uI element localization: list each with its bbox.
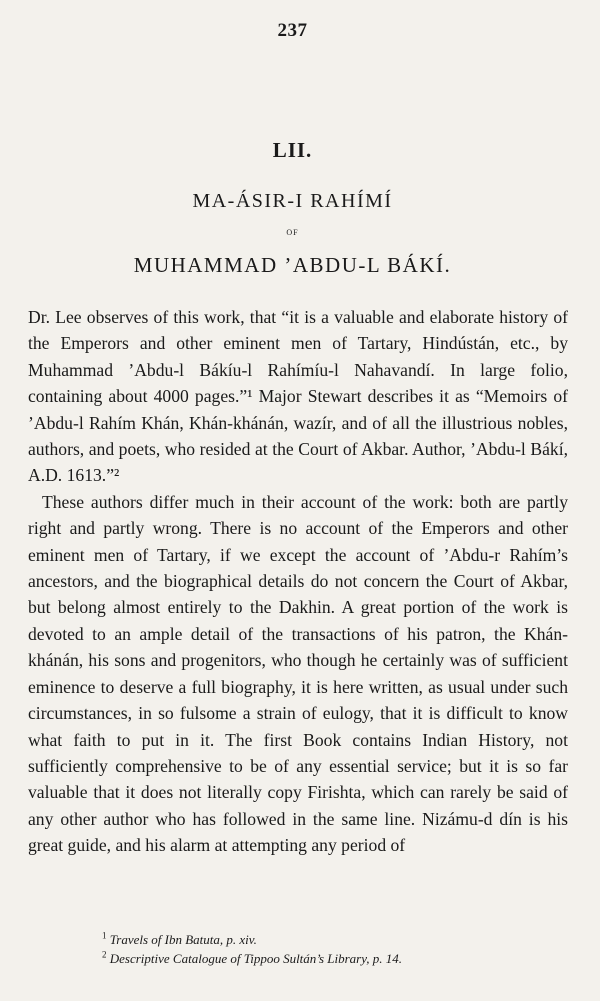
author-title: MUHAMMAD ʼABDU-L BÁKÍ. bbox=[133, 253, 452, 277]
footnote bbox=[102, 930, 572, 949]
footnote-text: Descriptive Catalogue of Tippoo Sultán’s Library, p. 14. bbox=[109, 951, 403, 966]
footnote-marker: 1 bbox=[102, 930, 107, 941]
title-connector: OF bbox=[286, 228, 299, 237]
chapter-number: LII. bbox=[272, 138, 313, 162]
work-title: MA-ÁSIR-I RAHÍMÍ bbox=[192, 190, 393, 212]
page-number: 237 bbox=[277, 20, 308, 41]
footnote-marker: 2 bbox=[102, 949, 107, 960]
footnotes bbox=[102, 930, 572, 968]
footnote bbox=[102, 949, 572, 968]
footnote-text: Travels of Ibn Batuta, p. xiv. bbox=[109, 932, 257, 947]
main-text bbox=[28, 304, 568, 859]
paragraph: Dr. Lee observes of this work, that “it is a valuable and elaborate history of the Emperors and other eminent men of Tartary, Hindústán, etc., by Muhammad ʼAbdu-l Bákíu-l Rahímíu-l Nahavandí. In large folio, containing about 4000 pages.”¹ Major Stewart describes it as “Memoirs of ʼAbdu-l Rahím Khán, Khán-khánán, wazír, and of all the illustrious nobles, authors, and poets, who resided at the Court of Akbar. Author, ʼAbdu-l Bákí, A.D. 1613.”² bbox=[28, 307, 568, 486]
paragraph: These authors differ much in their account of the work: both are partly right and partly wrong. There is no account of the Emperors and other eminent men of Tartary, if we except the account of ʼAbdu-r Rahím’s ancestors, and the biographical details do not concern the Court of Akbar, but belong almost entirely to the Dakhin. A great portion of the work is devoted to an ample detail of the transactions of his patron, the Khán-khánán, his sons and progenitors, who though he certainly was of sufficient eminence to deserve a full biography, it is here written, as usual under such circumstances, in so fulsome a strain of eulogy, that it is difficult to know what faith to put in it. The first Book contains Indian History, not sufficiently comprehensive to be of any essential service; but it is so far valuable that it does not literally copy Firishta, which can rarely be said of any other author who has followed in the same line. Nizámu-d dín is his great guide, and his alarm at attempting any period of bbox=[28, 491, 568, 856]
